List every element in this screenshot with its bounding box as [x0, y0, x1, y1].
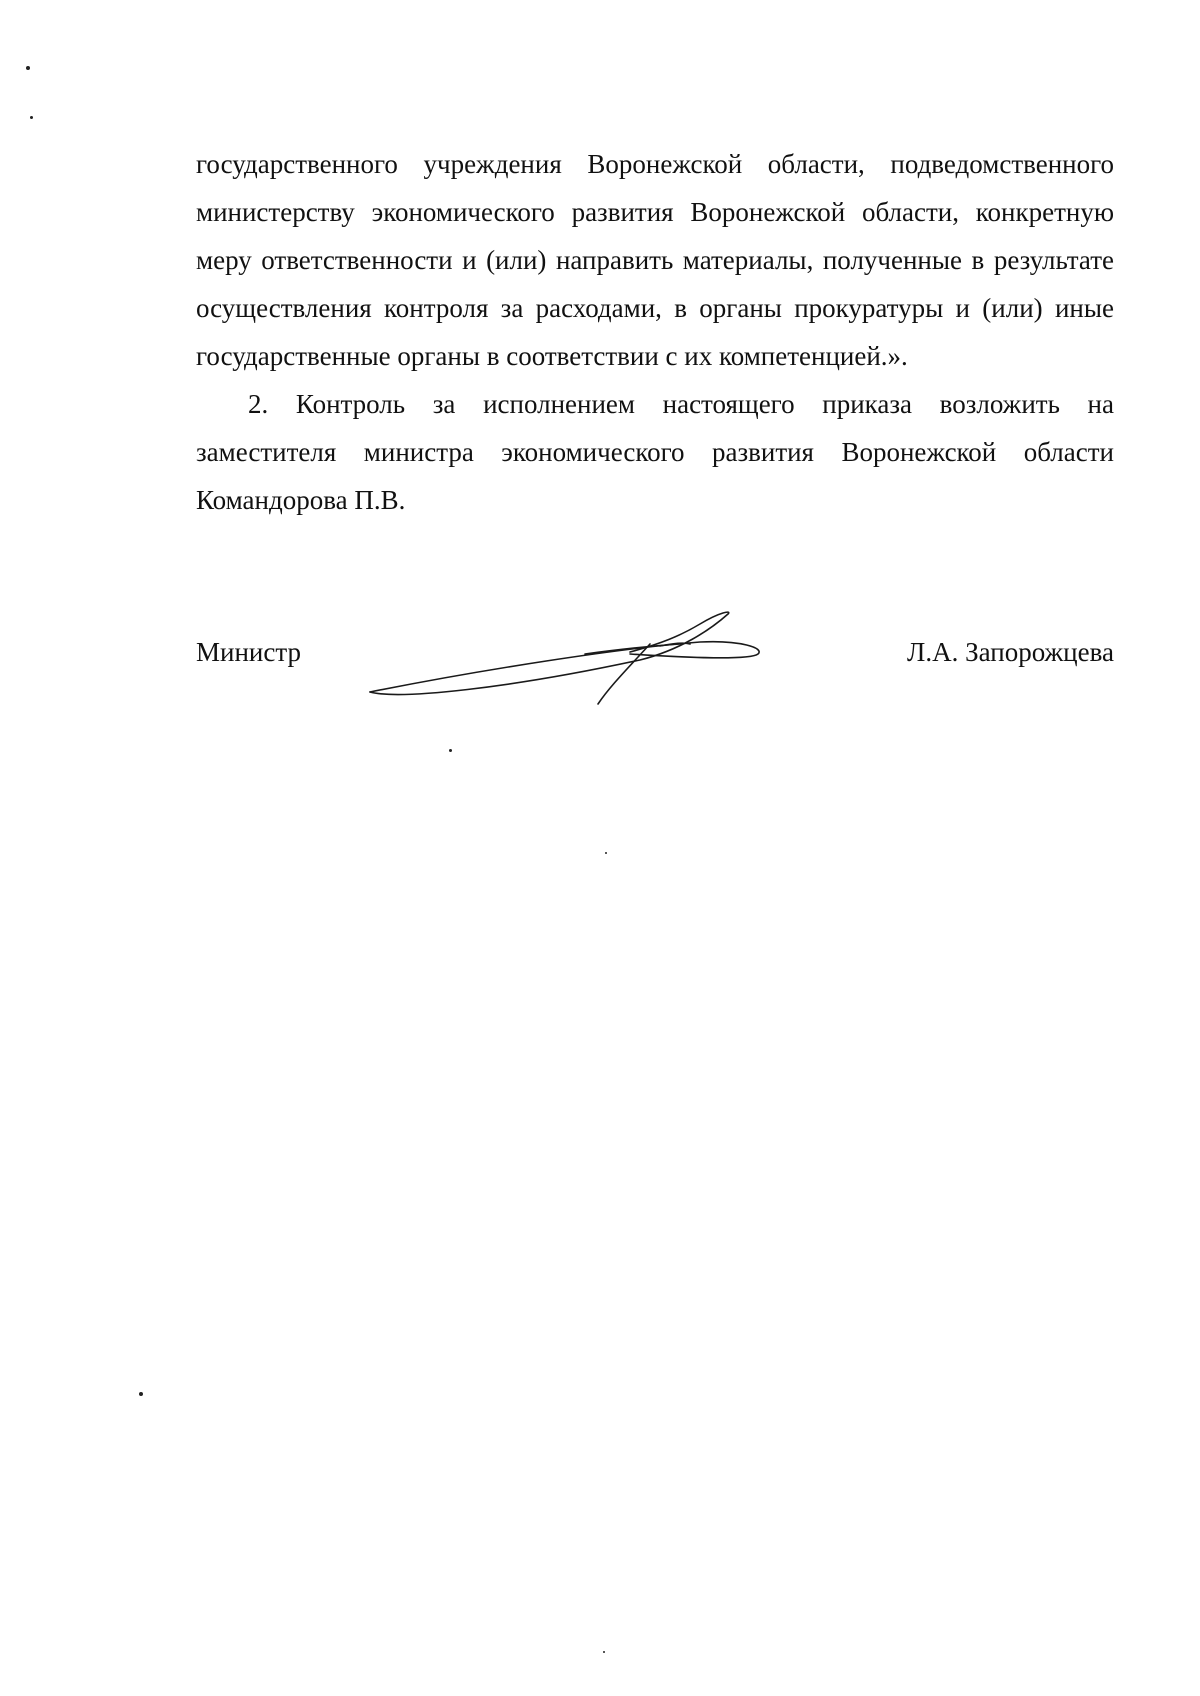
scan-speck: [139, 1392, 143, 1396]
scan-speck: [30, 116, 33, 119]
signatory-title: Министр: [196, 637, 301, 667]
body-line: меру ответственности и (или) направить материалы, полученные в результате: [196, 245, 1114, 275]
body-line: государственного учреждения Воронежской области, подведомственного: [196, 149, 1114, 179]
paragraph-2-first-line: 2. Контроль за исполнением настоящего приказа возложить на: [248, 389, 1114, 419]
signatory-name: Л.А. Запорожцева: [907, 637, 1114, 667]
body-line: осуществления контроля за расходами, в органы прокуратуры и (или) иные: [196, 293, 1114, 323]
handwritten-signature: [360, 600, 780, 710]
scan-speck: [605, 852, 607, 854]
scan-speck: [449, 749, 452, 752]
body-line: заместителя министра экономического развития Воронежской области: [196, 437, 1114, 467]
body-line: министерству экономического развития Воронежской области, конкретную: [196, 197, 1114, 227]
body-line: государственные органы в соответствии с их компетенцией.».: [196, 341, 908, 371]
scan-speck: [603, 1651, 605, 1653]
body-line: Командорова П.В.: [196, 485, 406, 515]
scan-speck: [26, 66, 30, 70]
document-body: [196, 140, 1114, 524]
